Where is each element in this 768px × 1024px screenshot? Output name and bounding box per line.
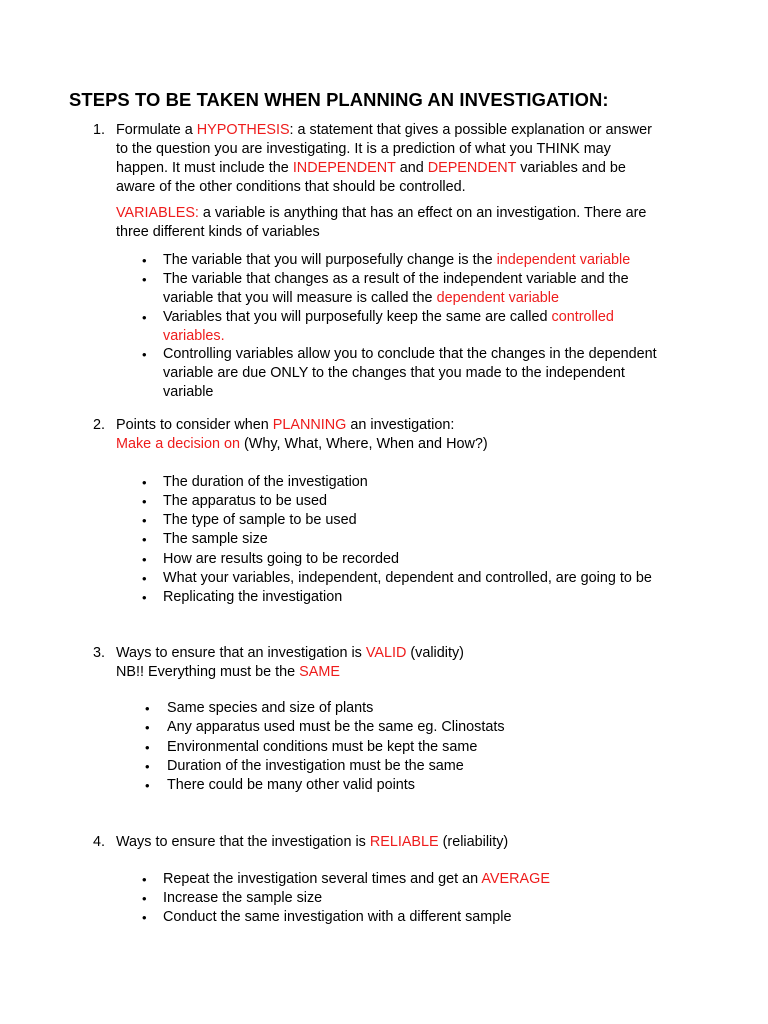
bullet-icon: •	[142, 590, 147, 605]
independent-variable-term: independent variable	[496, 252, 631, 268]
list-item: The duration of the investigation	[163, 474, 368, 490]
list-item: Environmental conditions must be kept the same	[167, 739, 478, 755]
bullet-icon: •	[145, 759, 150, 774]
section-1-line-2: to the question you are investigating. It is a prediction of what you THINK may	[116, 141, 611, 157]
average-term: AVERAGE	[481, 871, 550, 887]
section-3-line-2: NB!! Everything must be the SAME	[116, 664, 340, 680]
list-item: The sample size	[163, 531, 268, 547]
bullet-icon: •	[142, 513, 147, 528]
bullet-icon: •	[142, 347, 147, 362]
page-title: STEPS TO BE TAKEN WHEN PLANNING AN INVESTIGATION:	[69, 89, 609, 110]
bullet-icon: •	[142, 310, 147, 325]
bullet-icon: •	[145, 740, 150, 755]
bullet-icon: •	[142, 910, 147, 925]
list-item: Same species and size of plants	[167, 700, 374, 716]
variables-paragraph	[116, 204, 726, 242]
bullet-icon: •	[142, 571, 147, 586]
bullet-icon: •	[145, 720, 150, 735]
list-item: Increase the sample size	[163, 890, 323, 906]
section-1-line-4: aware of the other conditions that should be controlled.	[116, 179, 466, 195]
bullet-icon: •	[142, 272, 147, 287]
section-1-text	[116, 121, 726, 197]
list-item: The type of sample to be used	[163, 512, 357, 528]
controlled-variables-term: controlled	[551, 309, 614, 325]
variables-line-1: VARIABLES: a variable is anything that has an effect on an investigation. There are	[116, 205, 647, 221]
section-3-number: 3.	[93, 645, 106, 661]
section-4-line-1: Ways to ensure that the investigation is RELIABLE (reliability)	[116, 834, 509, 850]
list-item: Conduct the same investigation with a different sample	[163, 909, 512, 925]
hypothesis-term: HYPOTHESIS	[196, 122, 290, 138]
variables-bullet-3: Variables that you will purposefully keep the same are called controlled variables.	[163, 309, 614, 344]
bullet-icon: •	[142, 532, 147, 547]
reliable-term: RELIABLE	[369, 834, 439, 850]
list-item: Repeat the investigation several times and get an AVERAGE	[163, 871, 550, 887]
variables-term: VARIABLES:	[116, 205, 199, 221]
bullet-icon: •	[142, 872, 147, 887]
list-item: What your variables, independent, dependent and controlled, are going to be	[163, 570, 652, 586]
section-2-line-1: Points to consider when PLANNING an investigation:	[116, 417, 455, 433]
same-term: SAME	[299, 664, 340, 680]
section-4-number: 4.	[93, 834, 106, 850]
section-4-text	[116, 833, 726, 852]
bullet-icon: •	[142, 475, 147, 490]
list-item: Replicating the investigation	[163, 589, 343, 605]
list-item: Duration of the investigation must be the same	[167, 758, 464, 774]
section-2-line-2: Make a decision on (Why, What, Where, When and How?)	[116, 436, 488, 452]
list-item: The apparatus to be used	[163, 493, 328, 509]
list-item: There could be many other valid points	[167, 777, 415, 793]
section-2-number: 2.	[93, 417, 106, 433]
list-item: Any apparatus used must be the same eg. Clinostats	[167, 719, 505, 735]
variables-bullet-4: Controlling variables allow you to conclude that the changes in the dependent variable are due ONLY to the changes that you made to the independent variable	[163, 346, 657, 400]
section-1-number: 1.	[93, 122, 106, 138]
variables-line-2: three different kinds of variables	[116, 224, 320, 240]
variables-bullet-1: The variable that you will purposefully change is the independent variable	[163, 252, 631, 268]
bullet-icon: •	[142, 552, 147, 567]
variables-bullet-2: The variable that changes as a result of the independent variable and the variable that you will measure is called the dependent variable	[163, 271, 629, 306]
section-1-line-1: Formulate a HYPOTHESIS: a statement that gives a possible explanation or answer	[116, 122, 652, 138]
bullet-icon: •	[142, 253, 147, 268]
dependent-variable-term: dependent variable	[436, 290, 559, 306]
section-3-text	[116, 644, 726, 682]
bullet-icon: •	[145, 701, 150, 716]
bullet-icon: •	[142, 494, 147, 509]
section-1-line-3: happen. It must include the INDEPENDENT and DEPENDENT variables and be	[116, 160, 626, 176]
list-item: How are results going to be recorded	[163, 551, 399, 567]
make-decision-term: Make a decision on	[116, 436, 240, 452]
planning-term: PLANNING	[272, 417, 347, 433]
section-3-line-1: Ways to ensure that an investigation is VALID (validity)	[116, 645, 464, 661]
bullet-icon: •	[145, 778, 150, 793]
valid-term: VALID	[365, 645, 407, 661]
bullet-icon: •	[142, 891, 147, 906]
dependent-term: DEPENDENT	[427, 160, 517, 176]
independent-term: INDEPENDENT	[292, 160, 396, 176]
section-2-text	[116, 416, 726, 454]
